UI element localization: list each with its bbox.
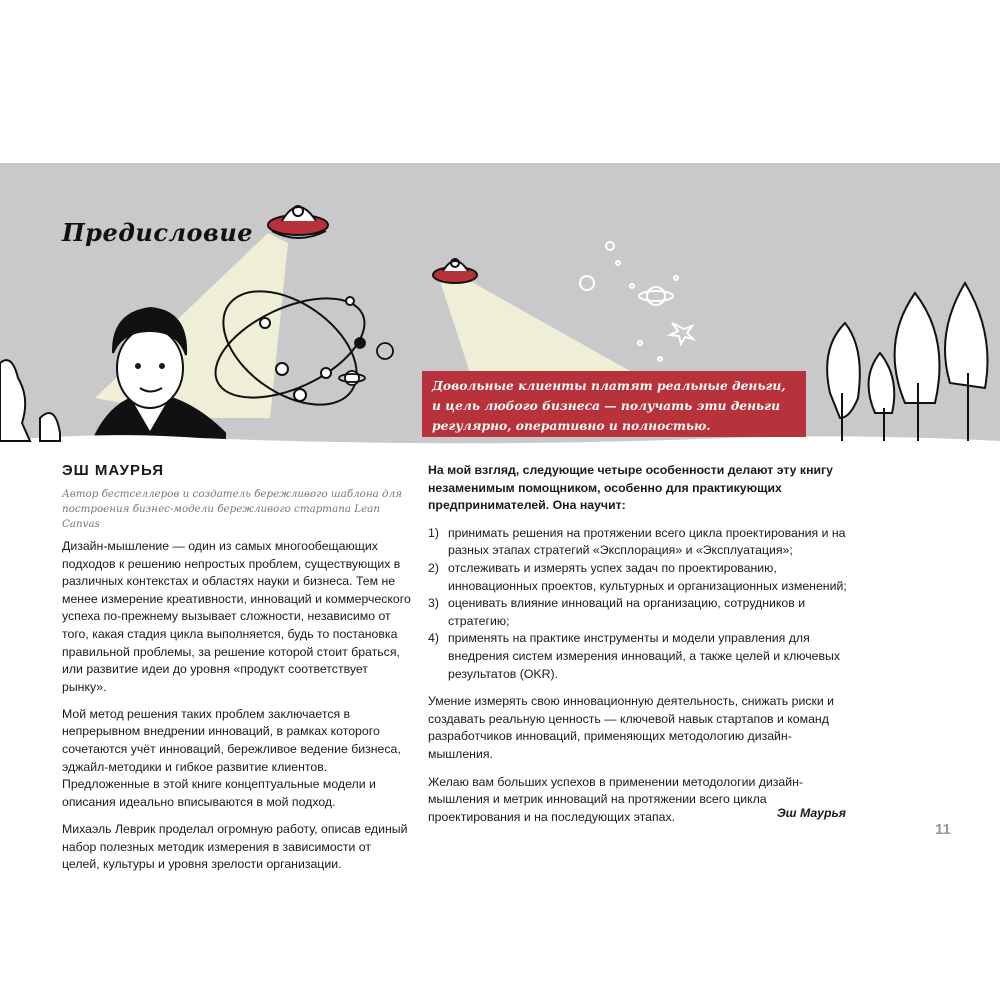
space-decoration-icons: [580, 242, 693, 361]
paragraph: Михаэль Леврик проделал огромную работу, описав единый набор полезных методик измерения в зависимости от целей, культуры и уровня зрелости организации.: [62, 821, 408, 872]
list-item: [428, 525, 856, 560]
tree-icon-right: [827, 283, 987, 441]
tree-icon-left: [0, 360, 60, 441]
list-number: 1): [428, 525, 439, 540]
list-item: [428, 630, 856, 683]
list-text: применять на практике инструменты и модели управления для внедрения систем измерения инноваций, а также целей и ключевых результатов (OKR).: [448, 631, 840, 681]
list-item: [428, 560, 856, 595]
page-number: 11: [935, 821, 951, 838]
ufo-icon: [268, 206, 328, 238]
feature-list: [428, 525, 856, 683]
paragraph: Умение измерять свою инновационную деятельность, снижать риски и создавать реальную ценность — ключевой навык стартапов и команд разработчиков инноваций, применяющих методологию дизайн-мышления.: [428, 694, 835, 761]
page-title: Предисловие: [62, 218, 254, 247]
signature: Эш Маурья: [776, 806, 846, 820]
list-number: 2): [428, 560, 439, 575]
paragraph: Мой метод решения таких проблем заключается в непрерывном внедрении инноваций, в рамках которого сочетаются учёт инноваций, бережливое ведение бизнеса, эджайл-методики и гибкое развитие клиентов. Предложенные в этой книге концептуальные модели и описания идеально вписываются в мой подход.: [62, 706, 401, 809]
list-text: отслеживать и измерять успех задач по проектированию, инновационных проектов, культурных и организационных изменений;: [448, 560, 847, 593]
list-item: [428, 595, 856, 630]
right-column: [428, 462, 856, 826]
pull-quote: Довольные клиенты платят реальные деньги, и цель любого бизнеса — получать эти деньги регулярно, оперативно и полностью.: [422, 371, 806, 437]
paragraph: Дизайн-мышление — один из самых многообещающих подходов к решению непростых проблем, существующих в различных контекстах и областях науки и бизнеса. Тем не менее измерение креативности, инноваций и коммерческого успеха по-прежнему вызывает сложности, независимо от того, какая стадия цикла выполняется, будь то постановка правильной проблемы, за решение которой стоит браться, или развитие идеи до уровня «продукт соответствует рынку».: [62, 539, 411, 694]
author-name: ЭШ МАУРЬЯ: [62, 462, 164, 479]
list-text: оценивать влияние инноваций на организацию, сотрудников и стратегию;: [448, 596, 806, 628]
list-number: 4): [428, 631, 439, 646]
list-number: 3): [428, 596, 439, 611]
left-column: [62, 538, 412, 883]
ufo-icon-2: [433, 259, 477, 283]
intro-paragraph: На мой взгляд, следующие четыре особенности делают эту книгу незаменимым помощником, особенно для практикующих предпринимателей. Она научит:: [428, 463, 834, 513]
ground: [0, 435, 1000, 453]
author-subtitle: Автор бестселлеров и создатель бережливого шаблона для построения бизнес-модели бережливого стартапа Lean Canvas: [62, 488, 402, 530]
paragraph: Желаю вам больших успехов в применении методологии дизайн-мышления и метрик инноваций на протяжении всего цикла проектирования и на последующих этапах.: [428, 774, 804, 824]
spotlight-beam-right: [440, 281, 630, 373]
list-text: принимать решения на протяжении всего цикла проектирования и на разных этапах стратегий «Эксплорация» и «Эксплуатация»;: [448, 525, 846, 558]
